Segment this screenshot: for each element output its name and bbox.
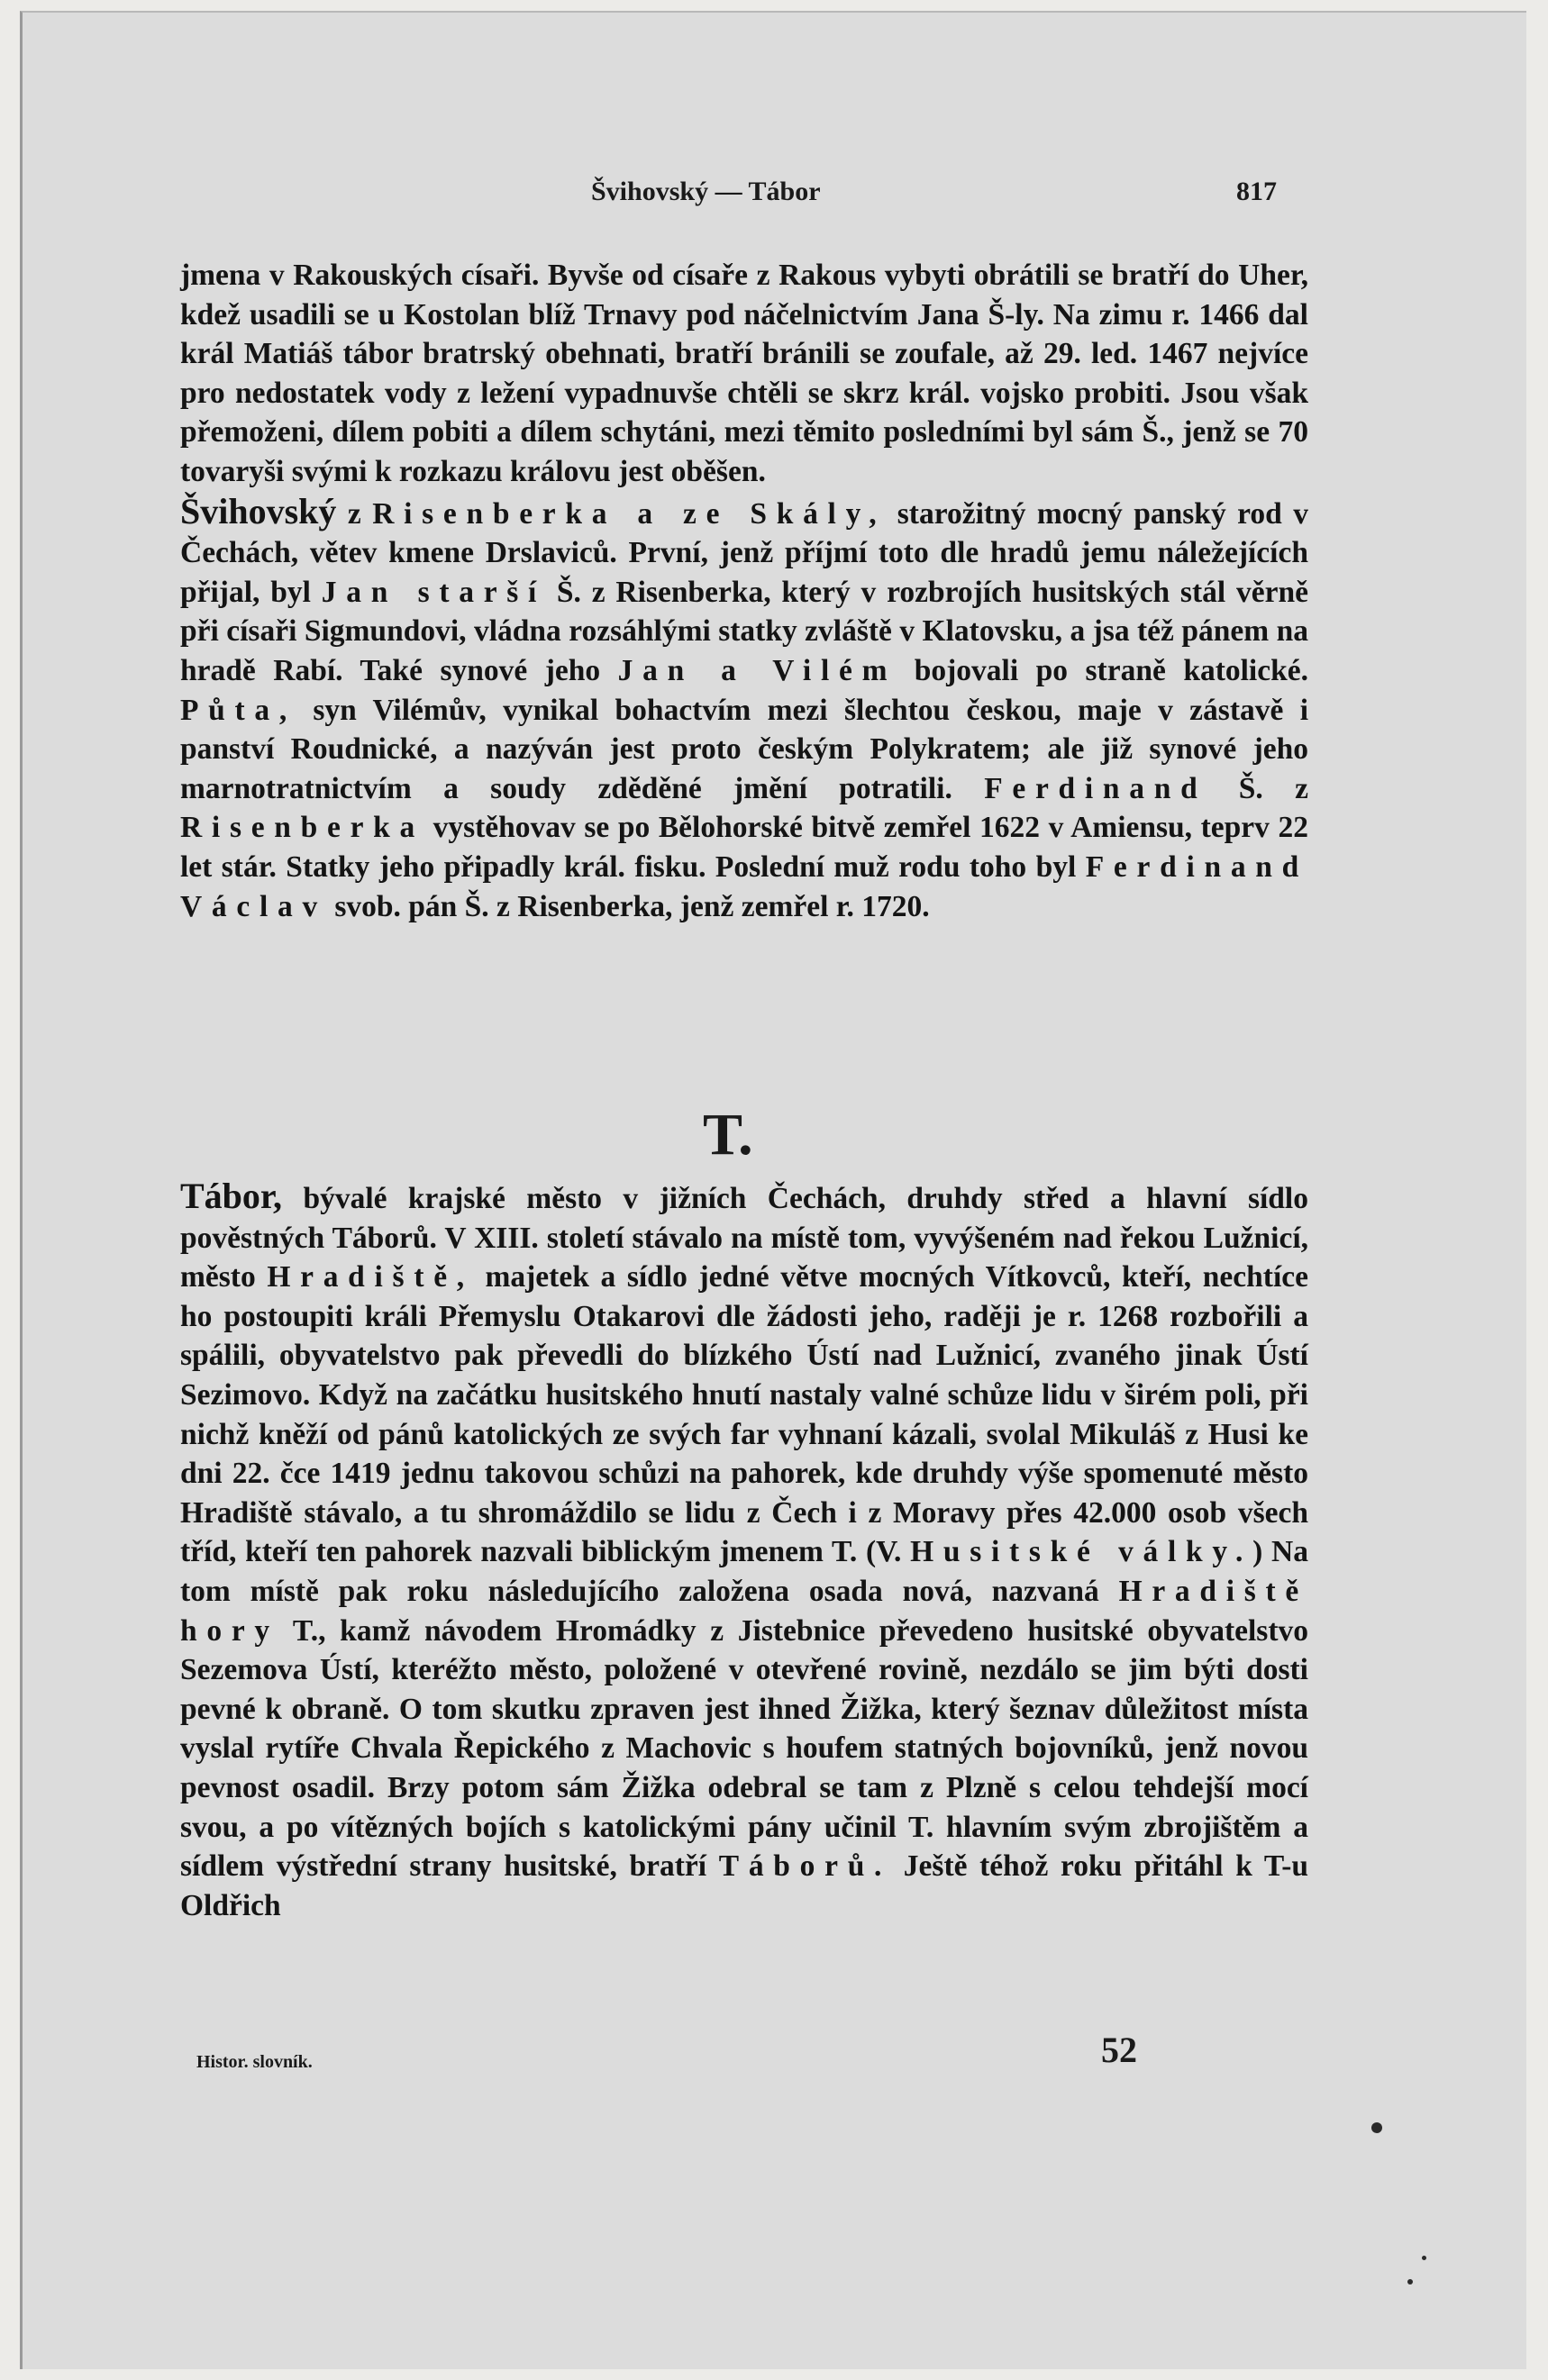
spaced-text: Táborů. [718,1849,892,1884]
entry-headword: Tábor, [180,1176,283,1216]
text-run: z [336,496,373,531]
spaced-text: Půta, [180,693,296,727]
spaced-text: Hradiště hory [180,1574,1308,1648]
text-run: Š. z Risenberka, který v rozbrojích husitských stál věrně při císaři Sigmundovi, vládna rozsáhlými statky zvláště v Klatovsku, a jsa též pánem na hradě Rabí. Také synové jeho [180,575,1308,687]
entry-paragraph [180,1176,1308,1925]
spaced-text: Ferdinand [984,771,1207,805]
spaced-text: Jan starší [321,575,547,609]
running-title: Švihovský — Tábor [591,177,821,206]
text-run: starožitný mocný panský rod v Čechách, větev kmene Drslaviců. První, jenž příjmí toto dle hradů jemu náležejících přijal, byl [180,496,1309,609]
entry-paragraph [180,492,1308,927]
running-header [0,177,1548,213]
text-run: vystěhovav se po Bělohorské bitvě zemřel 1622 v Amiensu, teprv 22 let stár. Statky jeho připadly král. fisku. Poslední muž rodu toho byl [180,811,1308,884]
text-run: svob. pán Š. z Risenberka, jenž zemřel r. 1720. [326,889,930,923]
spaced-text: Risenberka [180,811,424,845]
text-run: syn Vilémův, vynikal bohactvím mezi šlechtou českou, maje v zástavě i panství Roudnické, a nazýván jest proto českým Polykratem; ale již synové jeho marnotratnictvím a soudy zděděné jmění potratili. [180,693,1308,805]
text-run: ) Na tom místě pak roku následujícího založena osada nová, nazvaná [180,1535,1308,1608]
entry-tabor [180,1176,1308,1925]
text-run: bývalé krajské město v jižních Čechách, druhdy střed a hlavní sídlo pověstných Táborů. V XIII. století stávalo na místě tom, vyvýšeném nad řekou Lužnicí, město [180,1182,1308,1294]
entry-svihovsky [180,256,1308,926]
spaced-text: Ferdinand Václav [180,849,1308,923]
page-number: 817 [1236,177,1277,206]
text-run: majetek a sídlo jedné větve mocných Vítkovců, kteří, nechtíce ho postoupiti králi Přemyslu Otakarovi dle žádosti jeho, raději je r. 1268 rozbořili a spálili, obyvatelstvo pak převedli do blízkého Ústí nad Lužnicí, zvaného jinak Ústí Sezimovo. Když na začátku husitského hnutí nastaly valné schůze lidu v širém poli, při nichž kněží od pánů katolických ze svých far vyhnaní kázali, svolal Mikuláš z Husi ke dni 22. čce 1419 jednu takovou schůzi na pahorek, kde druhdy výše spomenuté město Hradiště stávalo, a tu shromáždilo se lidu z Čech i z Moravy přes 42.000 osob všech tříd, kteří ten pahorek nazvali biblickým jmenem T. (V. [180,1260,1308,1569]
continued-paragraph: jmena v Rakouských císaři. Byvše od císaře z Rakous vybyti obrátili se bratří do Uher, kdež usadili se u Kostolan blíž Trnavy pod náčelnictvím Jana Š-ly. Na zimu r. 1466 dal král Matiáš tábor bratrský obehnati, bratří bránili se zoufale, až 29. led. 1467 nejvíce pro nedostatek vody z ležení vypadnuvše chtěli se skrz král. vojsko probiti. Jsou však přemoženi, dílem pobiti a dílem schytáni, mezi těmito posledními byl sám Š., jenž se 70 tovaryši svými k rozkazu královu jest oběšen. [180,259,1308,488]
text-run: bojovali po straně katolické. [897,653,1308,687]
ink-speck [1407,2279,1413,2285]
spaced-text: Jan a Vilém [617,653,897,687]
spaced-text: Hradiště, [267,1260,474,1294]
ink-speck [1371,2122,1382,2133]
entry-headword: Švihovský [180,490,337,531]
text-run: Ještě téhož roku přitáhl k T-u Oldřich [180,1849,1308,1922]
text-run: T., kamž návodem Hromádky z Jistebnice převedeno husitské obyvatelstvo Sezemova Ústí, kteréžto město, položené v otevřené rovině, nezdálo se jim býti dosti pevné k obraně. O tom skutku zpraven jest ihned Žižka, který šeznav důležitost místa vyslal rytíře Chvala Řepického z Machovic s houfem statných bojovníků, jenž novou pevnost osadil. Brzy potom sám Žižka odebral se tam z Plzně s celou tehdejší mocí svou, a po vítězných bojích s katolickými pány učinil T. hlavním svým zbrojištěm a sídlem výstřední strany husitské, bratří [180,1613,1308,1884]
spaced-text: Risenberka a ze Skály, [372,496,887,531]
footer-source: Histor. slovník. [196,2052,313,2072]
spaced-text: Husitské války. [910,1535,1253,1569]
text-run: Š. z [1207,771,1308,805]
section-letter: T. [703,1102,753,1167]
ink-speck [1422,2256,1426,2260]
signature-mark: 52 [1101,2030,1137,2070]
